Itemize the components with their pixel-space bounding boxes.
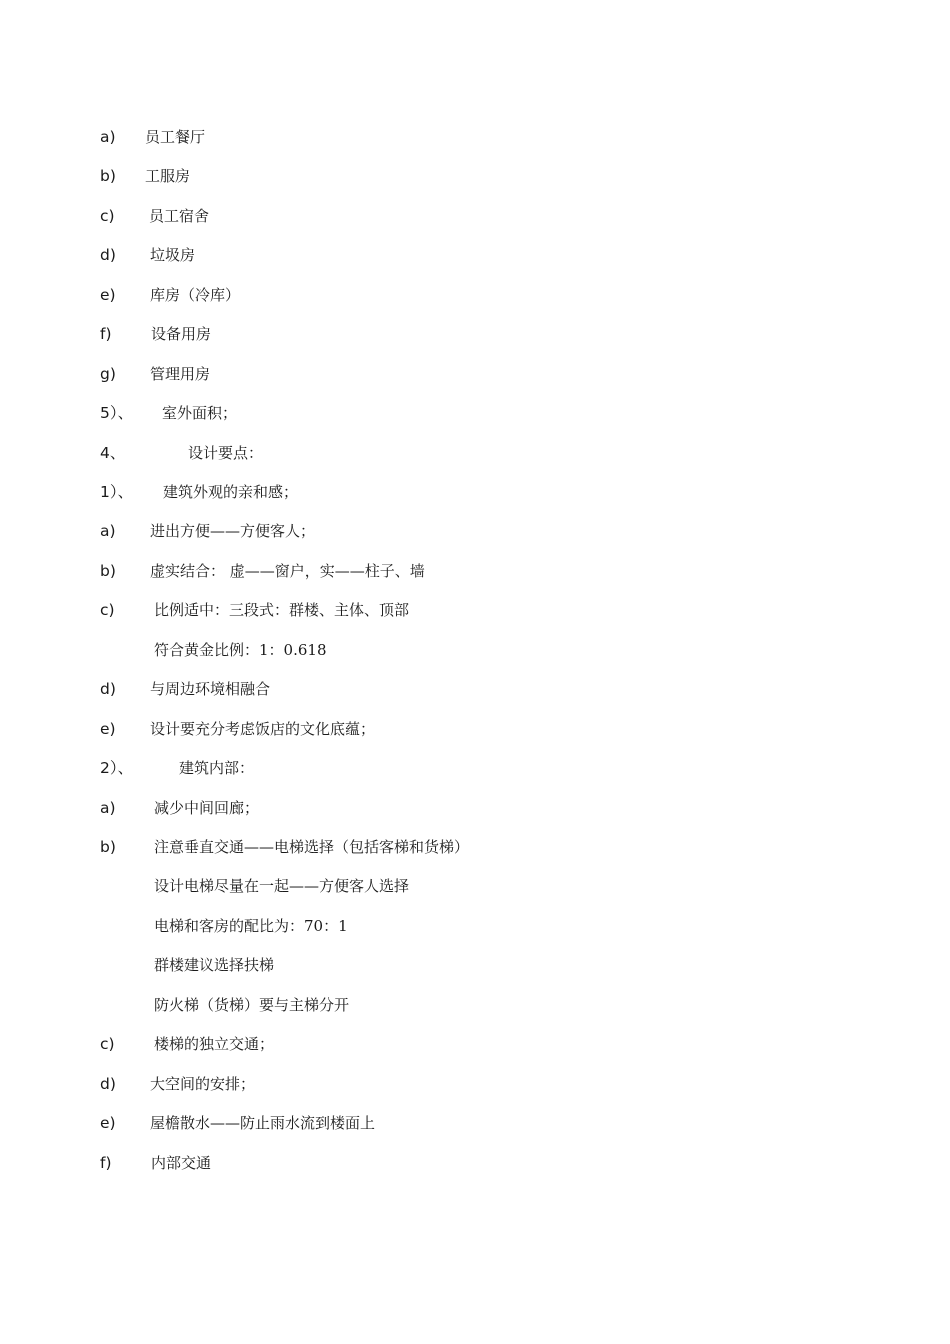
list-text: 符合黄金比例：1：0.618 [154,641,327,659]
list-marker: 4、 [100,444,126,462]
list-text: 员工宿舍 [149,207,210,225]
list-marker: d) [100,680,116,698]
list-text: 管理用房 [150,365,211,383]
list-text: 员工餐厅 [145,128,206,146]
list-text: 建筑内部： [179,759,255,777]
list-marker: a) [100,128,116,146]
list-text: 比例适中：三段式：群楼、主体、顶部 [154,601,410,619]
list-marker: d) [100,246,116,264]
list-marker: c) [100,207,115,225]
list-marker: f) [100,325,112,343]
list-text: 注意垂直交通——电梯选择（包括客梯和货梯） [154,838,470,856]
list-marker: b) [100,562,116,580]
list-marker: b) [100,167,116,185]
list-text: 设计电梯尽量在一起——方便客人选择 [154,877,410,895]
list-marker: g) [100,365,116,383]
list-text: 虚实结合： 虚——窗户，实——柱子、墙 [150,562,425,580]
list-text: 室外面积； [162,404,238,422]
list-text: 电梯和客房的配比为：70：1 [154,917,348,935]
list-text: 防火梯（货梯）要与主梯分开 [154,996,350,1014]
list-text: 屋檐散水——防止雨水流到楼面上 [150,1114,376,1132]
list-text: 垃圾房 [150,246,196,264]
list-text: 设备用房 [151,325,212,343]
list-text: 工服房 [145,167,191,185]
list-text: 大空间的安排； [150,1075,256,1093]
list-marker: f) [100,1154,112,1172]
list-marker: c) [100,1035,115,1053]
list-text: 减少中间回廊； [154,799,260,817]
list-marker: 1）、 [100,483,134,501]
list-text: 与周边环境相融合 [150,680,271,698]
list-text: 楼梯的独立交通； [154,1035,275,1053]
list-marker: a) [100,799,116,817]
list-text: 内部交通 [151,1154,212,1172]
list-marker: b) [100,838,116,856]
list-marker: e) [100,720,116,738]
list-text: 设计要点： [188,444,264,462]
list-marker: c) [100,601,115,619]
list-text: 库房（冷库） [150,286,241,304]
list-text: 进出方便——方便客人； [150,522,316,540]
list-marker: e) [100,286,116,304]
list-marker: a) [100,522,116,540]
list-text: 建筑外观的亲和感； [163,483,299,501]
list-text: 群楼建议选择扶梯 [154,956,275,974]
list-text: 设计要充分考虑饭店的文化底蕴； [150,720,376,738]
list-marker: 5）、 [100,404,134,422]
list-marker: 2）、 [100,759,134,777]
list-marker: e) [100,1114,116,1132]
list-marker: d) [100,1075,116,1093]
